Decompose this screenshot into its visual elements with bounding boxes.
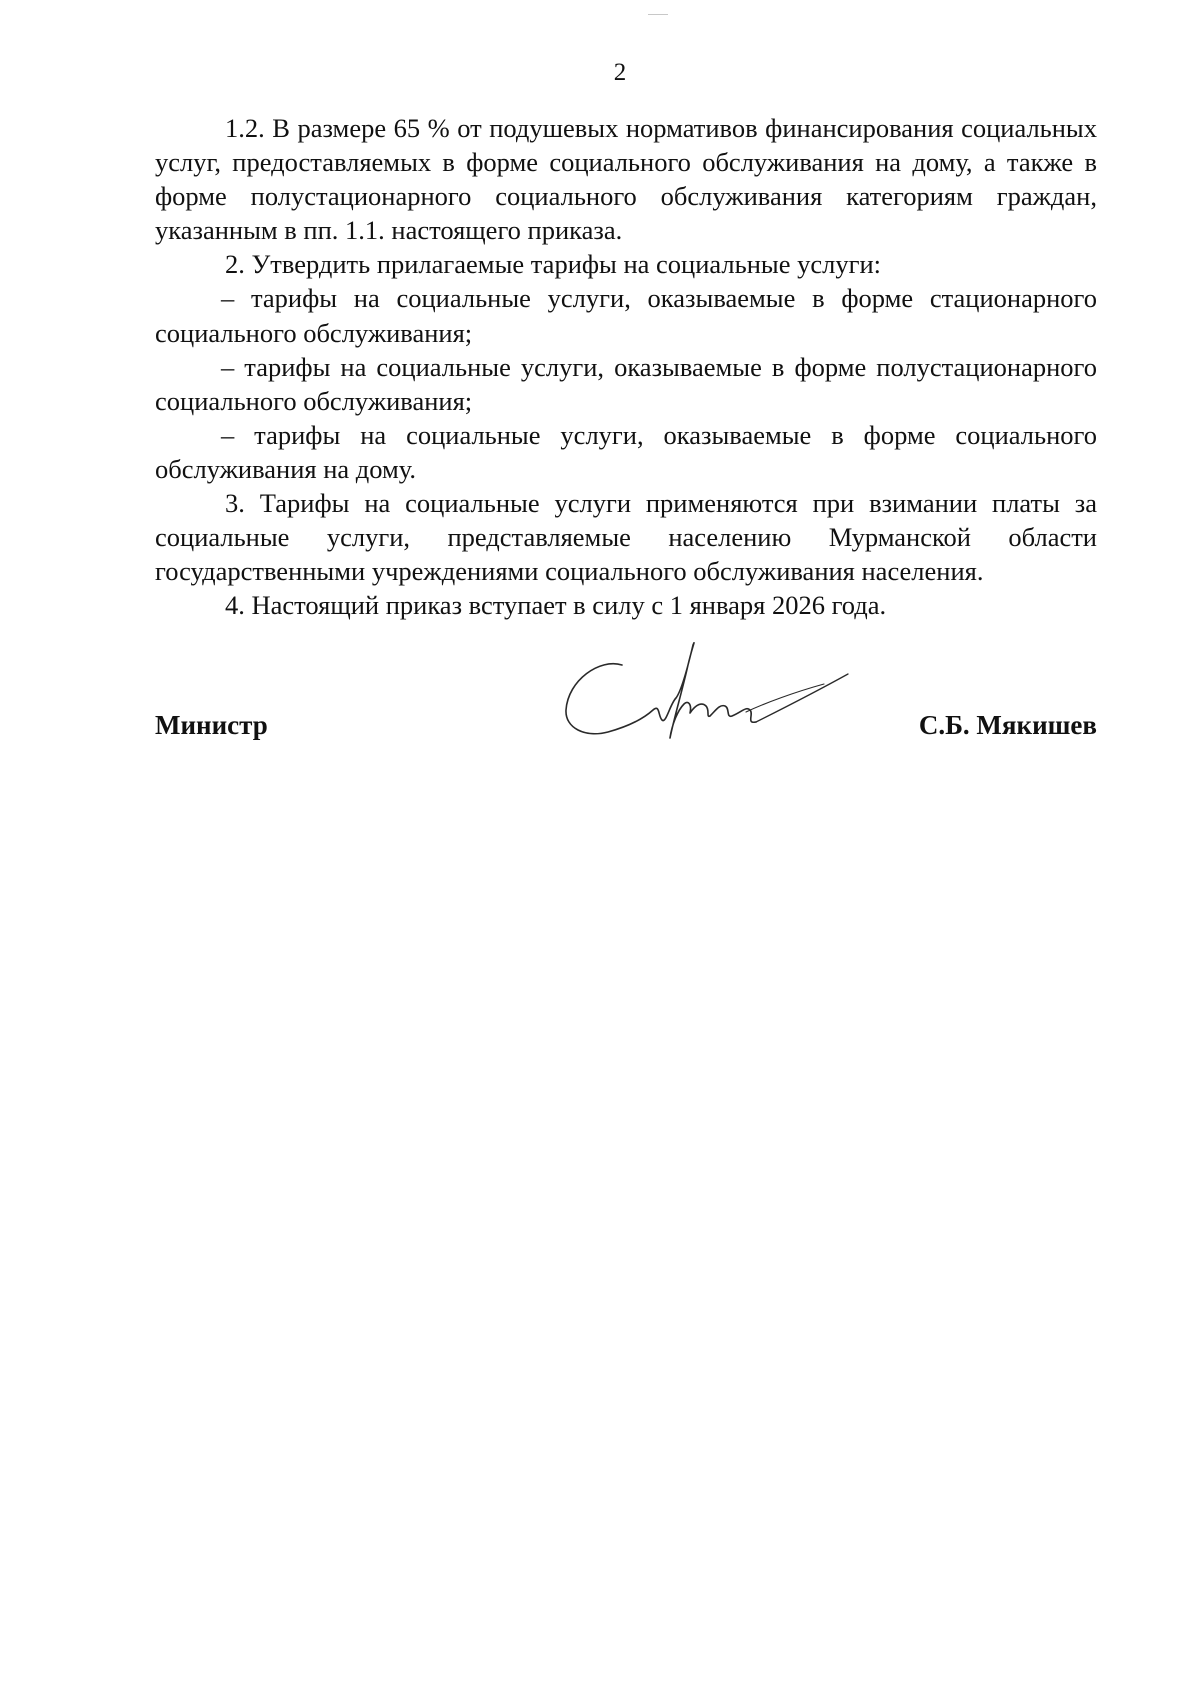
list-item-semi-stationary-tariffs: – тарифы на социальные услуги, оказываемые в форме полустационарного социального обслуживания;: [155, 351, 1097, 416]
paragraph-3: 3. Тарифы на социальные услуги применяются при взимании платы за социальные услуги, представляемые населению Мурманской области государственными учреждениями социального обслуживания населения.: [155, 488, 1097, 587]
handwritten-signature: [560, 640, 850, 750]
signatory-title: Министр: [155, 710, 268, 740]
signatory-name: С.Б. Мякишев: [918, 710, 1097, 740]
scan-mark: [648, 14, 668, 15]
document-body: [155, 111, 1097, 622]
list-item-home-service-tariffs: – тарифы на социальные услуги, оказываемые в форме социального обслуживания на дому.: [155, 419, 1097, 484]
paragraph-1-2: 1.2. В размере 65 % от подушевых нормативов финансирования социальных услуг, предоставляемых в форме социального обслуживания на дому, а также в форме полустационарного социального обслуживания категориям граждан, указанным в пп. 1.1. настоящего приказа.: [155, 113, 1097, 246]
list-item-stationary-tariffs: – тарифы на социальные услуги, оказываемые в форме стационарного социального обслуживания;: [155, 283, 1097, 348]
page-number: 2: [613, 59, 627, 86]
paragraph-4: 4. Настоящий приказ вступает в силу с 1 января 2026 года.: [225, 590, 887, 621]
paragraph-2: 2. Утвердить прилагаемые тарифы на социальные услуги:: [225, 249, 881, 280]
